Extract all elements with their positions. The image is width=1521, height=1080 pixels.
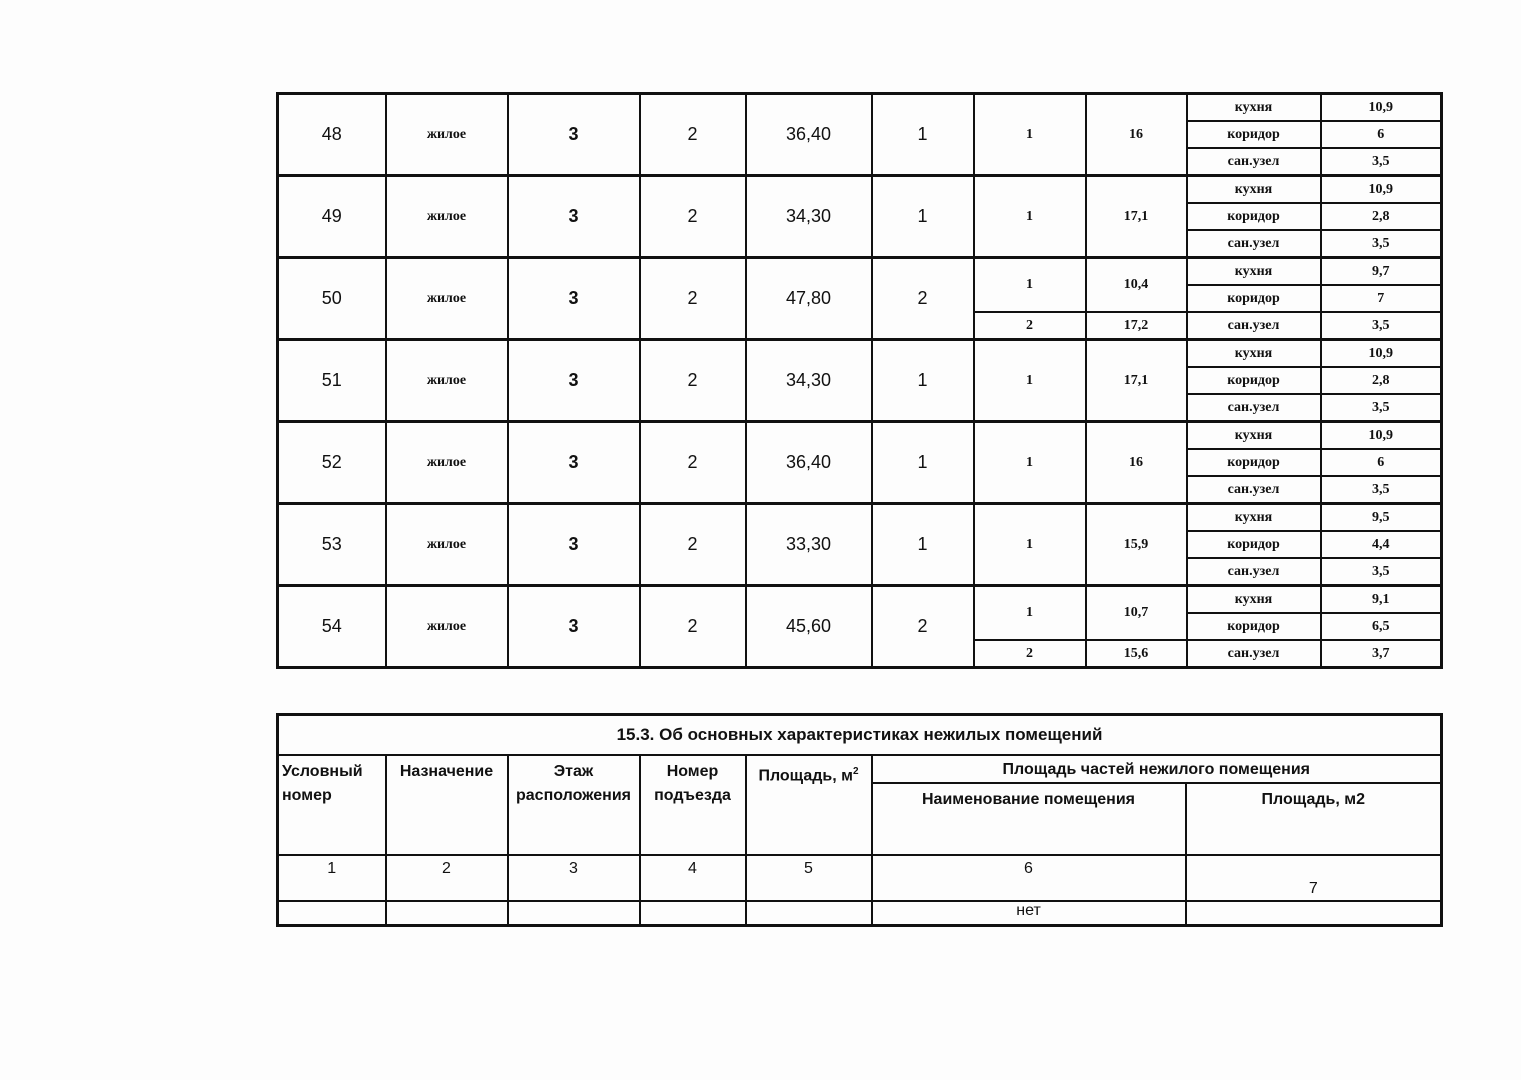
apartment-purpose: жилое	[386, 586, 508, 668]
part-area: 2,8	[1321, 367, 1442, 394]
room-area: 17,1	[1086, 340, 1187, 422]
part-area: 4,4	[1321, 531, 1442, 558]
apartment-row	[278, 340, 1442, 368]
part-area: 2,8	[1321, 203, 1442, 230]
part-name: коридор	[1187, 531, 1321, 558]
part-name: коридор	[1187, 449, 1321, 476]
room-area: 15,9	[1086, 504, 1187, 586]
col-number: 5	[746, 855, 872, 901]
apartment-floor: 3	[508, 422, 640, 504]
apartment-number: 52	[278, 422, 386, 504]
room-number: 1	[974, 504, 1086, 586]
apartment-entrance: 2	[640, 340, 746, 422]
apartment-rooms-count: 2	[872, 586, 974, 668]
col-number: 4	[640, 855, 746, 901]
col-number: 6	[872, 855, 1186, 901]
header-part-area: Площадь, м2	[1186, 783, 1442, 855]
part-name: сан.узел	[1187, 148, 1321, 176]
apartment-floor: 3	[508, 258, 640, 340]
part-name: кухня	[1187, 504, 1321, 532]
apartment-entrance: 2	[640, 176, 746, 258]
apartment-purpose: жилое	[386, 176, 508, 258]
part-name: коридор	[1187, 121, 1321, 148]
part-name: кухня	[1187, 176, 1321, 204]
apartment-row	[278, 94, 1442, 122]
part-area: 6	[1321, 121, 1442, 148]
header-purpose: Назначение	[386, 755, 508, 855]
apartment-floor: 3	[508, 504, 640, 586]
header-area-label: Площадь, м	[758, 767, 853, 785]
part-name: коридор	[1187, 285, 1321, 312]
part-area: 3,5	[1321, 558, 1442, 586]
part-name: сан.узел	[1187, 394, 1321, 422]
apartment-area: 34,30	[746, 176, 872, 258]
empty-cell	[1186, 901, 1442, 926]
empty-cell	[278, 901, 386, 926]
column-numbers-row	[278, 855, 1442, 901]
apartment-number: 50	[278, 258, 386, 340]
col-number: 2	[386, 855, 508, 901]
header-area	[746, 755, 872, 855]
apartment-rooms-count: 1	[872, 504, 974, 586]
apartment-row	[278, 586, 1442, 614]
apartment-floor: 3	[508, 586, 640, 668]
part-area: 3,7	[1321, 640, 1442, 668]
room-area: 17,1	[1086, 176, 1187, 258]
part-name: сан.узел	[1187, 312, 1321, 340]
part-area: 10,9	[1321, 340, 1442, 368]
col-number: 3	[508, 855, 640, 901]
header-part-name: Наименование помещения	[872, 783, 1186, 855]
part-area: 3,5	[1321, 148, 1442, 176]
empty-cell	[386, 901, 508, 926]
apartment-entrance: 2	[640, 422, 746, 504]
room-number: 2	[974, 312, 1086, 340]
part-area: 7	[1321, 285, 1442, 312]
apartment-area: 47,80	[746, 258, 872, 340]
part-area: 6	[1321, 449, 1442, 476]
part-name: коридор	[1187, 367, 1321, 394]
part-area: 6,5	[1321, 613, 1442, 640]
apartment-purpose: жилое	[386, 504, 508, 586]
header-parts: Площадь частей нежилого помещения	[872, 755, 1442, 783]
apartment-purpose: жилое	[386, 258, 508, 340]
apartment-rooms-count: 1	[872, 94, 974, 176]
empty-cell	[640, 901, 746, 926]
empty-cell	[746, 901, 872, 926]
apartment-row	[278, 504, 1442, 532]
room-number: 1	[974, 586, 1086, 641]
apartment-purpose: жилое	[386, 340, 508, 422]
room-number: 1	[974, 258, 1086, 313]
header-cond-num: Условный номер	[278, 755, 386, 855]
part-area: 9,7	[1321, 258, 1442, 286]
apartment-entrance: 2	[640, 586, 746, 668]
header-floor: Этаж расположения	[508, 755, 640, 855]
apartment-purpose: жилое	[386, 422, 508, 504]
apartment-number: 48	[278, 94, 386, 176]
apartment-number: 53	[278, 504, 386, 586]
room-area: 10,4	[1086, 258, 1187, 313]
apartment-rooms-count: 2	[872, 258, 974, 340]
apartment-area: 36,40	[746, 422, 872, 504]
apartment-number: 49	[278, 176, 386, 258]
part-name: кухня	[1187, 258, 1321, 286]
header-entrance: Номер подъезда	[640, 755, 746, 855]
apartment-row	[278, 258, 1442, 286]
apartment-number: 54	[278, 586, 386, 668]
apartment-rooms-count: 1	[872, 176, 974, 258]
apartments-table	[276, 92, 1443, 669]
apartment-floor: 3	[508, 176, 640, 258]
apartment-entrance: 2	[640, 94, 746, 176]
room-number: 1	[974, 340, 1086, 422]
apartment-number: 51	[278, 340, 386, 422]
part-area: 10,9	[1321, 176, 1442, 204]
part-name: коридор	[1187, 203, 1321, 230]
room-number: 1	[974, 94, 1086, 176]
header-area-sup: 2	[852, 766, 859, 777]
part-name: коридор	[1187, 613, 1321, 640]
part-name: кухня	[1187, 586, 1321, 614]
part-area: 3,5	[1321, 476, 1442, 504]
part-name: сан.узел	[1187, 476, 1321, 504]
empty-row	[278, 901, 1442, 926]
nonresidential-title: 15.3. Об основных характеристиках нежилых помещений	[278, 715, 1442, 756]
part-area: 3,5	[1321, 394, 1442, 422]
col-number: 1	[278, 855, 386, 901]
part-name: кухня	[1187, 422, 1321, 450]
nonresidential-table	[276, 713, 1443, 927]
part-name: кухня	[1187, 94, 1321, 122]
apartment-row	[278, 176, 1442, 204]
apartment-row	[278, 422, 1442, 450]
room-number: 1	[974, 176, 1086, 258]
part-area: 10,9	[1321, 422, 1442, 450]
part-name: кухня	[1187, 340, 1321, 368]
part-area: 3,5	[1321, 312, 1442, 340]
apartment-area: 45,60	[746, 586, 872, 668]
part-name: сан.узел	[1187, 558, 1321, 586]
apartment-entrance: 2	[640, 258, 746, 340]
apartment-floor: 3	[508, 340, 640, 422]
room-area: 17,2	[1086, 312, 1187, 340]
apartment-area: 36,40	[746, 94, 872, 176]
apartment-floor: 3	[508, 94, 640, 176]
room-area: 16	[1086, 94, 1187, 176]
apartment-area: 34,30	[746, 340, 872, 422]
room-number: 2	[974, 640, 1086, 668]
part-name: сан.узел	[1187, 230, 1321, 258]
part-area: 9,5	[1321, 504, 1442, 532]
part-area: 3,5	[1321, 230, 1442, 258]
room-area: 16	[1086, 422, 1187, 504]
room-area: 10,7	[1086, 586, 1187, 641]
col-number: 7	[1186, 855, 1442, 901]
apartment-area: 33,30	[746, 504, 872, 586]
apartment-entrance: 2	[640, 504, 746, 586]
part-area: 9,1	[1321, 586, 1442, 614]
empty-cell	[508, 901, 640, 926]
room-area: 15,6	[1086, 640, 1187, 668]
part-name: сан.узел	[1187, 640, 1321, 668]
apartment-rooms-count: 1	[872, 422, 974, 504]
apartment-rooms-count: 1	[872, 340, 974, 422]
apartment-purpose: жилое	[386, 94, 508, 176]
room-number: 1	[974, 422, 1086, 504]
part-area: 10,9	[1321, 94, 1442, 122]
empty-text: нет	[872, 901, 1186, 926]
